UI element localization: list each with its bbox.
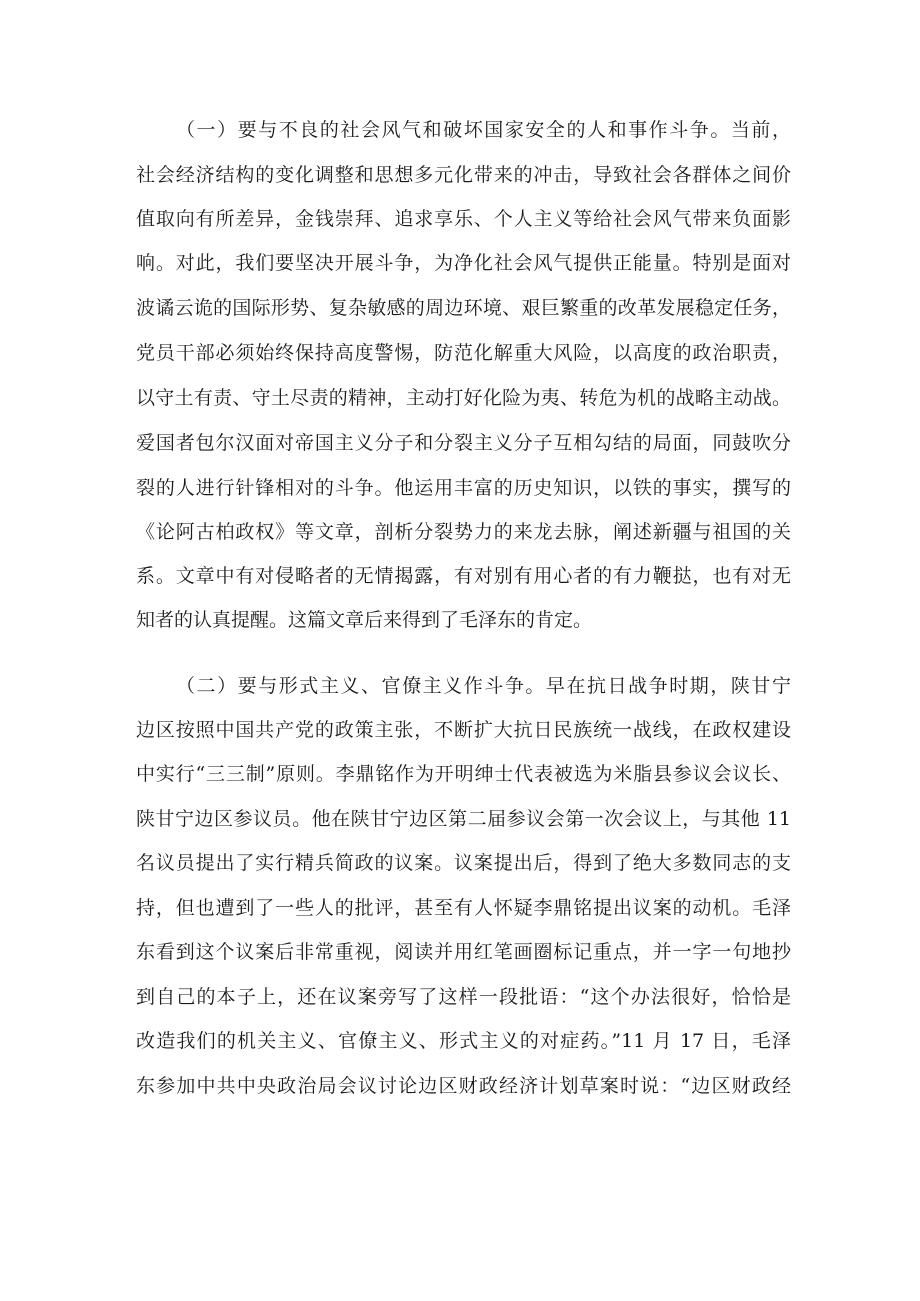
text-line: 中实行“三三制”原则。李鼎铭作为开明绅士代表被选为米脂县参议会议长、 (136, 763, 791, 785)
text-line: 社会经济结构的变化调整和思想多元化带来的冲击，导致社会各群体之间价 (136, 164, 791, 186)
text-line: （一）要与不良的社会风气和破坏国家安全的人和事作斗争。当前， (176, 119, 791, 141)
text-line: 持，但也遭到了一些人的批评，甚至有人怀疑李鼎铭提出议案的动机。毛泽 (136, 897, 791, 919)
text-line: 裂的人进行针锋相对的斗争。他运用丰富的历史知识，以铁的事实，撰写的 (136, 477, 791, 499)
text-line: 到自己的本子上，还在议案旁写了这样一段批语：“这个办法很好，恰恰是 (136, 986, 791, 1008)
text-line: 党员干部必须始终保持高度警惕，防范化解重大风险，以高度的政治职责， (136, 342, 791, 364)
text-line: 波谲云诡的国际形势、复杂敏感的周边环境、艰巨繁重的改革发展稳定任务， (136, 297, 791, 319)
text-line: 名议员提出了实行精兵简政的议案。议案提出后，得到了绝大多数同志的支 (136, 852, 791, 874)
text-line: 响。对此，我们要坚决开展斗争，为净化社会风气提供正能量。特别是面对 (136, 252, 791, 274)
text-line: 值取向有所差异，金钱崇拜、追求享乐、个人主义等给社会风气带来负面影 (136, 208, 791, 230)
text-line: 系。文章中有对侵略者的无情揭露，有对别有用心者的有力鞭挞，也有对无 (136, 565, 791, 587)
text-line: （二）要与形式主义、官僚主义作斗争。早在抗日战争时期，陕甘宁 (176, 675, 791, 697)
text-line: 改造我们的机关主义、官僚主义、形式主义的对症药。”11 月 17 日，毛泽 (136, 1030, 791, 1052)
text-line: 爱国者包尔汉面对帝国主义分子和分裂主义分子互相勾结的局面，同鼓吹分 (136, 432, 791, 454)
text-line: 东看到这个议案后非常重视，阅读并用红笔画圈标记重点，并一字一句地抄 (136, 941, 791, 963)
text-line: 陕甘宁边区参议员。他在陕甘宁边区第二届参议会第一次会议上，与其他 11 (136, 808, 791, 830)
text-line: 《论阿古柏政权》等文章，剖析分裂势力的来龙去脉，阐述新疆与祖国的关 (136, 521, 791, 543)
text-line: 知者的认真提醒。这篇文章后来得到了毛泽东的肯定。 (136, 609, 593, 631)
text-line: 东参加中共中央政治局会议讨论边区财政经济计划草案时说：“边区财政经 (136, 1075, 791, 1097)
text-line: 以守土有责、守土尽责的精神，主动打好化险为夷、转危为机的战略主动战。 (136, 387, 791, 409)
text-line: 边区按照中国共产党的政策主张，不断扩大抗日民族统一战线，在政权建设 (136, 719, 791, 741)
